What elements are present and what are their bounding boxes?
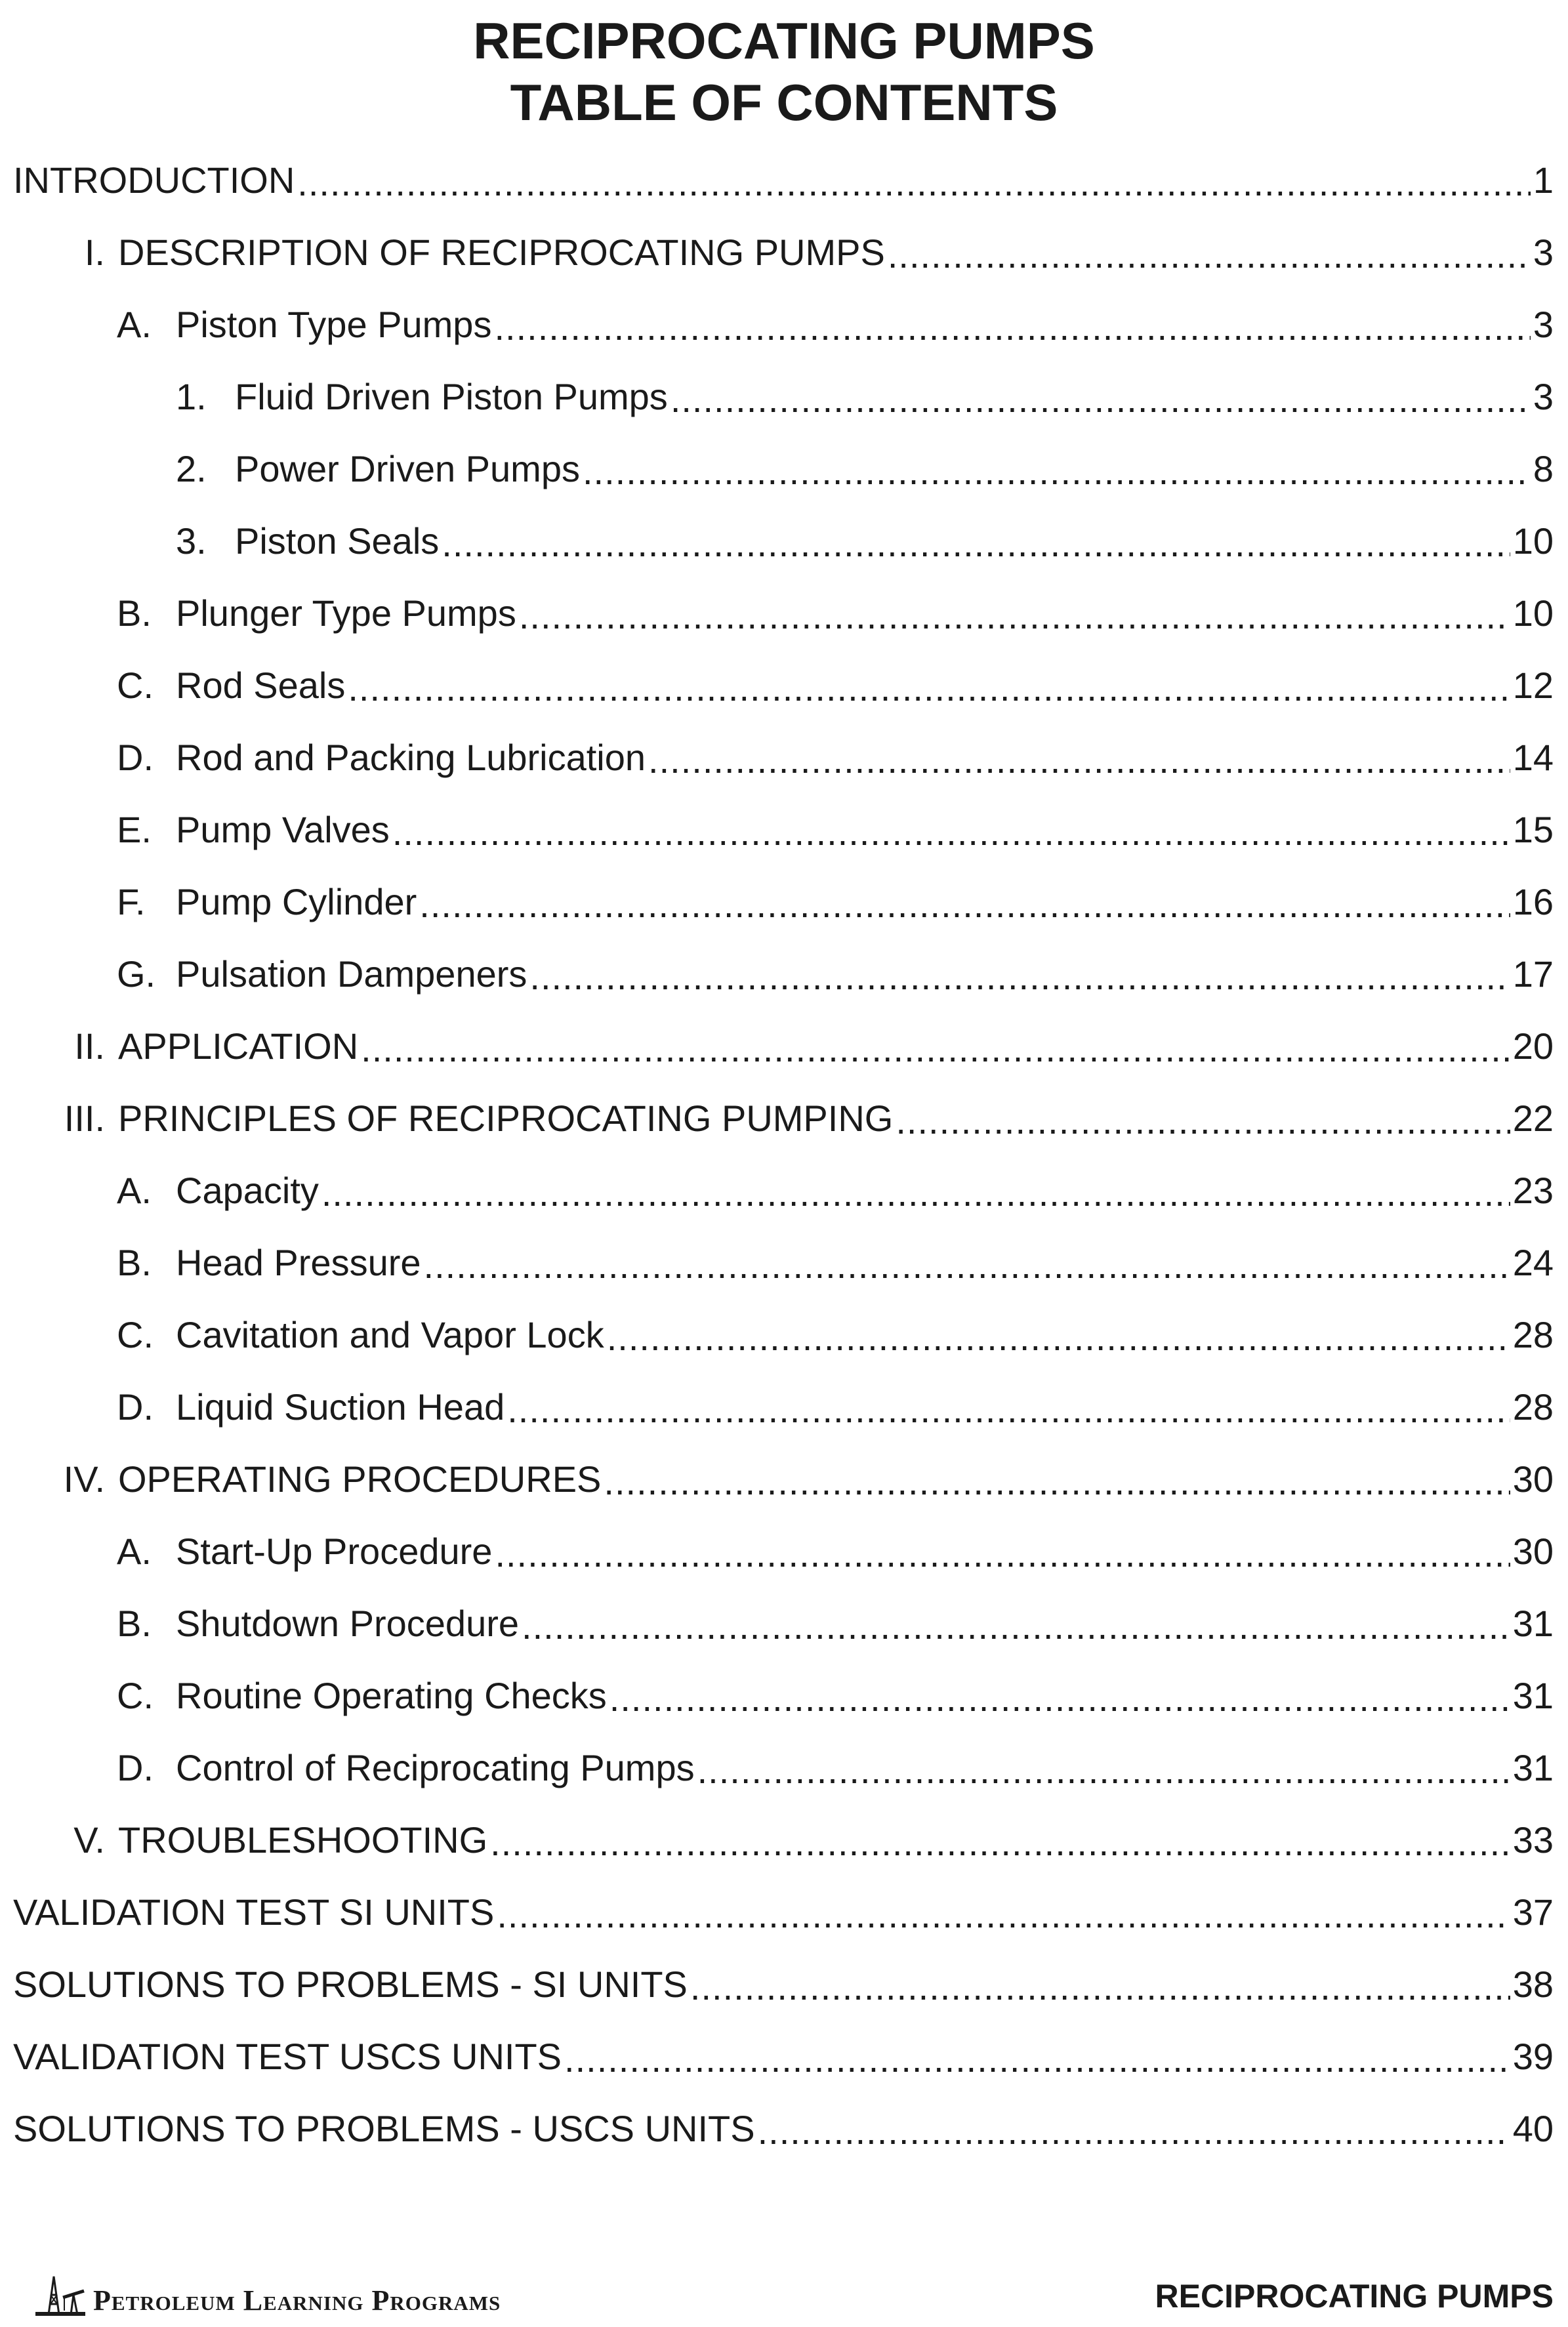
toc-entry-line <box>117 1371 1554 1443</box>
toc-entry-page-number: 14 <box>1512 737 1554 778</box>
toc-entry <box>0 1371 1568 1443</box>
dot-leader <box>497 1892 1510 1938</box>
toc-entry <box>0 289 1568 361</box>
toc-entry-label: Pump Valves <box>176 809 390 850</box>
toc-entry <box>0 144 1568 216</box>
toc-entry-line <box>117 1227 1554 1299</box>
toc-entry-number: A. <box>117 304 152 345</box>
toc-entry-label: Shutdown Procedure <box>176 1603 520 1644</box>
dot-leader <box>519 593 1510 639</box>
dot-leader <box>442 521 1510 567</box>
toc-entry-page-number: 23 <box>1512 1170 1554 1211</box>
publisher-logo <box>34 2271 501 2317</box>
toc-entry-page-number: 39 <box>1512 2036 1554 2077</box>
dot-leader <box>424 1243 1510 1288</box>
toc-entry-page-number: 31 <box>1512 1675 1554 1716</box>
toc-entry-number: D. <box>117 1747 154 1788</box>
toc-entry-label: Head Pressure <box>176 1242 421 1283</box>
toc-entry-label: OPERATING PROCEDURES <box>118 1458 602 1500</box>
toc-entry-label: Pulsation Dampeners <box>176 953 527 995</box>
toc-entry-number: 2. <box>176 448 207 489</box>
toc-entry-label: SOLUTIONS TO PROBLEMS - SI UNITS <box>13 1964 688 2005</box>
dot-leader <box>529 954 1510 1000</box>
dot-leader <box>494 304 1530 350</box>
toc-entry <box>0 1948 1568 2021</box>
toc-entry-label: Start-Up Procedure <box>176 1531 493 1572</box>
toc-entry-line <box>13 1804 1554 1876</box>
dot-leader <box>609 1676 1510 1721</box>
toc-entry <box>0 2021 1568 2093</box>
dot-leader <box>564 2036 1510 2082</box>
toc-entry-label: Rod and Packing Lubrication <box>176 737 646 778</box>
toc-entry-page-number: 28 <box>1512 1386 1554 1428</box>
page-title: RECIPROCATING PUMPS <box>473 12 1095 70</box>
toc-entry-number: D. <box>117 737 154 778</box>
toc-entry-page-number: 3 <box>1533 304 1554 345</box>
toc-entry-label: Routine Operating Checks <box>176 1675 607 1716</box>
oil-rig-icon <box>34 2271 87 2317</box>
toc-entry-label: VALIDATION TEST USCS UNITS <box>13 2036 562 2077</box>
toc-entry-page-number: 31 <box>1512 1747 1554 1788</box>
toc-entry-line <box>176 361 1554 433</box>
toc-entry <box>0 1227 1568 1299</box>
dot-leader <box>583 449 1531 495</box>
toc-entry-number: I. <box>84 232 105 273</box>
toc-entry <box>0 938 1568 1010</box>
toc-entry-line <box>117 722 1554 794</box>
toc-entry-line <box>13 216 1554 289</box>
toc-entry-page-number: 28 <box>1512 1314 1554 1355</box>
dot-leader <box>888 232 1531 278</box>
toc-entry <box>0 1082 1568 1155</box>
running-title: RECIPROCATING PUMPS <box>1155 2278 1554 2315</box>
toc-entry-line <box>117 649 1554 722</box>
toc-entry-line <box>117 1515 1554 1588</box>
toc-entry <box>0 1010 1568 1082</box>
toc-entry-line <box>13 1082 1554 1155</box>
toc-entry-line <box>117 289 1554 361</box>
toc-entry-label: Piston Seals <box>235 520 440 562</box>
toc-entry-label: Capacity <box>176 1170 319 1211</box>
toc-entry-label: Piston Type Pumps <box>176 304 492 345</box>
toc-entry-number: E. <box>117 809 152 850</box>
dot-leader <box>297 160 1531 206</box>
toc-entry-page-number: 38 <box>1512 1964 1554 2005</box>
dot-leader <box>348 665 1510 711</box>
toc-entry-line <box>117 794 1554 866</box>
toc-entry-label: DESCRIPTION OF RECIPROCATING PUMPS <box>118 232 885 273</box>
toc-entry-page-number: 10 <box>1512 520 1554 562</box>
dot-leader <box>495 1531 1510 1577</box>
dot-leader <box>392 810 1510 855</box>
toc-entry-number: IV. <box>63 1458 105 1500</box>
toc-entry-number: C. <box>117 1314 154 1355</box>
toc-entry-number: C. <box>117 1675 154 1716</box>
toc-entry <box>0 1299 1568 1371</box>
toc-entry-number: 1. <box>176 376 207 417</box>
dot-leader <box>361 1026 1510 1072</box>
toc-entry-label: VALIDATION TEST SI UNITS <box>13 1891 495 1933</box>
toc-entry-line <box>117 1660 1554 1732</box>
toc-entry-number: A. <box>117 1170 152 1211</box>
toc-entry <box>0 2093 1568 2165</box>
toc-entry-page-number: 15 <box>1512 809 1554 850</box>
dot-leader <box>604 1459 1510 1505</box>
toc-entry-label: Cavitation and Vapor Lock <box>176 1314 604 1355</box>
toc-entry-number: II. <box>74 1025 105 1067</box>
toc-entry <box>0 505 1568 577</box>
toc-entry-number: G. <box>117 953 156 995</box>
toc-entry-number: B. <box>117 592 152 634</box>
page-subtitle: TABLE OF CONTENTS <box>510 73 1058 131</box>
toc-entry <box>0 1804 1568 1876</box>
toc-entry <box>0 577 1568 649</box>
toc-entry-line <box>117 577 1554 649</box>
toc-entry-line <box>13 1948 1554 2021</box>
toc-entry-line <box>117 1588 1554 1660</box>
toc-entry-label: Liquid Suction Head <box>176 1386 505 1428</box>
toc-entry-line <box>13 1876 1554 1948</box>
toc-entry-page-number: 16 <box>1512 881 1554 922</box>
toc-entry-line <box>117 1732 1554 1804</box>
toc-entry-label: Pump Cylinder <box>176 881 417 922</box>
dot-leader <box>690 1964 1510 2010</box>
toc-entry <box>0 1588 1568 1660</box>
toc-entry-page-number: 20 <box>1512 1025 1554 1067</box>
dot-leader <box>321 1170 1510 1216</box>
toc-entry-number: D. <box>117 1386 154 1428</box>
toc-entry-line <box>117 866 1554 938</box>
toc-entry-label: Power Driven Pumps <box>235 448 580 489</box>
toc-entry-page-number: 30 <box>1512 1458 1554 1500</box>
toc-entry-page-number: 30 <box>1512 1531 1554 1572</box>
toc-entry-page-number: 10 <box>1512 592 1554 634</box>
toc-entry-page-number: 1 <box>1533 159 1554 201</box>
toc-entry-line <box>117 938 1554 1010</box>
toc-entry-page-number: 22 <box>1512 1098 1554 1139</box>
toc-entry-label: Plunger Type Pumps <box>176 592 516 634</box>
toc-entry-label: Fluid Driven Piston Pumps <box>235 376 668 417</box>
dot-leader <box>697 1748 1510 1794</box>
toc-entry-line <box>13 2093 1554 2165</box>
toc-entry-line <box>13 1010 1554 1082</box>
toc-entry-number: B. <box>117 1242 152 1283</box>
toc-entry-line <box>176 505 1554 577</box>
toc-entry <box>0 649 1568 722</box>
toc-entry-page-number: 17 <box>1512 953 1554 995</box>
toc-entry <box>0 216 1568 289</box>
toc-entry <box>0 1155 1568 1227</box>
toc-entry-label: Control of Reciprocating Pumps <box>176 1747 695 1788</box>
toc-entry-line <box>13 1443 1554 1515</box>
toc-entry <box>0 1515 1568 1588</box>
toc-entry-page-number: 31 <box>1512 1603 1554 1644</box>
toc-entry-page-number: 24 <box>1512 1242 1554 1283</box>
toc-entry <box>0 1443 1568 1515</box>
toc-entry <box>0 866 1568 938</box>
toc-entry-number: III. <box>64 1098 105 1139</box>
toc-entry <box>0 433 1568 505</box>
dot-leader <box>419 882 1510 928</box>
toc-entry-number: V. <box>73 1819 105 1861</box>
toc-entry <box>0 722 1568 794</box>
toc-entry-page-number: 8 <box>1533 448 1554 489</box>
toc-entry-page-number: 40 <box>1512 2108 1554 2149</box>
toc-entry-label: PRINCIPLES OF RECIPROCATING PUMPING <box>118 1098 894 1139</box>
toc-entry-page-number: 3 <box>1533 376 1554 417</box>
toc-entry-label: INTRODUCTION <box>13 159 295 201</box>
toc-entry-page-number: 3 <box>1533 232 1554 273</box>
toc-entry-label: Rod Seals <box>176 665 346 706</box>
toc-entry-number: C. <box>117 665 154 706</box>
toc-entry <box>0 1660 1568 1732</box>
toc-entry-line <box>13 144 1554 216</box>
dot-leader <box>896 1098 1510 1144</box>
toc-entry <box>0 1876 1568 1948</box>
toc-entry <box>0 1732 1568 1804</box>
toc-entry-line <box>117 1299 1554 1371</box>
toc-entry-label: APPLICATION <box>118 1025 359 1067</box>
toc-entry-number: 3. <box>176 520 207 562</box>
toc-entry-label: TROUBLESHOOTING <box>118 1819 488 1861</box>
dot-leader <box>758 2109 1510 2154</box>
toc-entry <box>0 794 1568 866</box>
toc-entry-line <box>176 433 1554 505</box>
toc-entry-line <box>13 2021 1554 2093</box>
toc-entry-page-number: 37 <box>1512 1891 1554 1933</box>
dot-leader <box>507 1387 1510 1433</box>
publisher-name: Petroleum Learning Programs <box>93 2284 501 2317</box>
toc-entry-number: A. <box>117 1531 152 1572</box>
toc-entry-number: F. <box>117 881 146 922</box>
toc-entry-page-number: 12 <box>1512 665 1554 706</box>
dot-leader <box>648 737 1510 783</box>
dot-leader <box>607 1315 1510 1361</box>
toc-entry <box>0 361 1568 433</box>
toc-entry-page-number: 33 <box>1512 1819 1554 1861</box>
toc-entry-label: SOLUTIONS TO PROBLEMS - USCS UNITS <box>13 2108 755 2149</box>
dot-leader <box>671 377 1531 422</box>
dot-leader <box>522 1603 1510 1649</box>
toc-entry-number: B. <box>117 1603 152 1644</box>
dot-leader <box>490 1820 1510 1866</box>
toc-entry-line <box>117 1155 1554 1227</box>
